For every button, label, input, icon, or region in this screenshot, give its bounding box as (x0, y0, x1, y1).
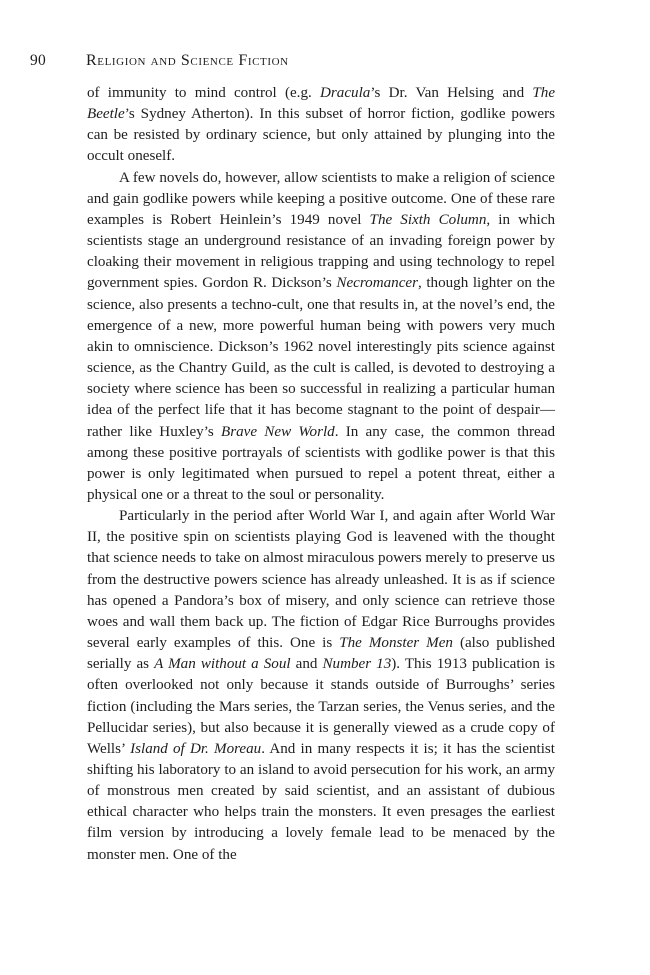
paragraph-3 (87, 506, 555, 866)
italic-title: Number 13 (322, 656, 392, 673)
text-run: and (290, 656, 323, 673)
italic-title: Dracula (320, 85, 371, 101)
page-number: 90 (30, 52, 46, 69)
italic-title: Island of Dr. Moreau (130, 740, 262, 757)
text-run: . In any case, the common thread among these positive portrayals of scientists with godlike power is that this power is only legitimated when pursued to repel a potent threat, either a physical one or a threat to the soul or personality. (87, 423, 555, 503)
body-text (87, 83, 555, 866)
text-run: (also published serially as (87, 635, 555, 673)
italic-title: Brave New World (221, 423, 335, 440)
text-run: , though lighter on the science, also presents a techno-cult, one that results in, at the novel’s end, the emergence of a new, more powerful human being with powers very much akin to omniscience. Dickson’s 1962 novel interestingly pits science against science, as the Chantry Guild, as the cult is called, is devoted to destroying a society where science has been so successful in realizing a particular human idea of the perfect life that it has become stagnant to the point of despair—rather like Huxley’s (87, 275, 555, 440)
running-title: Religion and Science Fiction (86, 52, 289, 69)
text-run: ’s Sydney Atherton). In this subset of horror fiction, godlike powers can be resisted by ordinary science, but only attained by plunging into the occult oneself. (87, 106, 555, 165)
italic-title: The Sixth Column (369, 211, 487, 228)
italic-title: Necromancer (336, 275, 418, 292)
text-run: , in which scientists stage an underground resistance of an invading foreign power by cloaking their movement in religious trapping and using technology to repel government spies. Gordon R. Dickson’s (87, 211, 556, 292)
italic-title: The Beetle (87, 85, 556, 123)
text-run: Particularly in the period after World War I, and again after World War II, the positive spin on scientists playing God is leavened with the thought that science needs to take on almost miraculous powers merely to preserve us from the destructive powers science has already unleashed. It is as if science has opened a Pandora’s box of misery, and only science can retrieve those woes and wall them back up. The fiction of Edgar Rice Burroughs provides several early examples of this. One is (87, 508, 555, 652)
text-run: ’s Dr. Van Helsing and (370, 85, 533, 101)
paragraph-1 (87, 83, 555, 168)
paragraph-2 (87, 168, 555, 507)
text-run: A few novels do, however, allow scientists to make a religion of science and gain godlike powers while keeping a positive outcome. One of these rare examples is Robert Heinlein’s 1949 novel (87, 169, 555, 228)
text-run: ). This 1913 publication is often overlooked not only because it stands outside of Burroughs’ series fiction (including the Mars series, the Tarzan series, the Venus series, and the Pellucidar series), but also because it is generally viewed as a crude copy of Wells’ (87, 656, 555, 757)
running-header (30, 52, 590, 70)
italic-title: A Man without a Soul (154, 656, 291, 673)
text-run: of immunity to mind control (e.g. (87, 85, 321, 101)
text-run: . And in many respects it is; it has the scientist shifting his laboratory to an island to avoid persecution for his work, an army of monstrous men created by said scientist, and an assistant of dubious ethical character who helps train the monsters. It even presages the earliest film version by introducing a lovely female lead to be menaced by the monster men. One of the (87, 740, 555, 863)
italic-title: The Monster Men (339, 635, 453, 652)
